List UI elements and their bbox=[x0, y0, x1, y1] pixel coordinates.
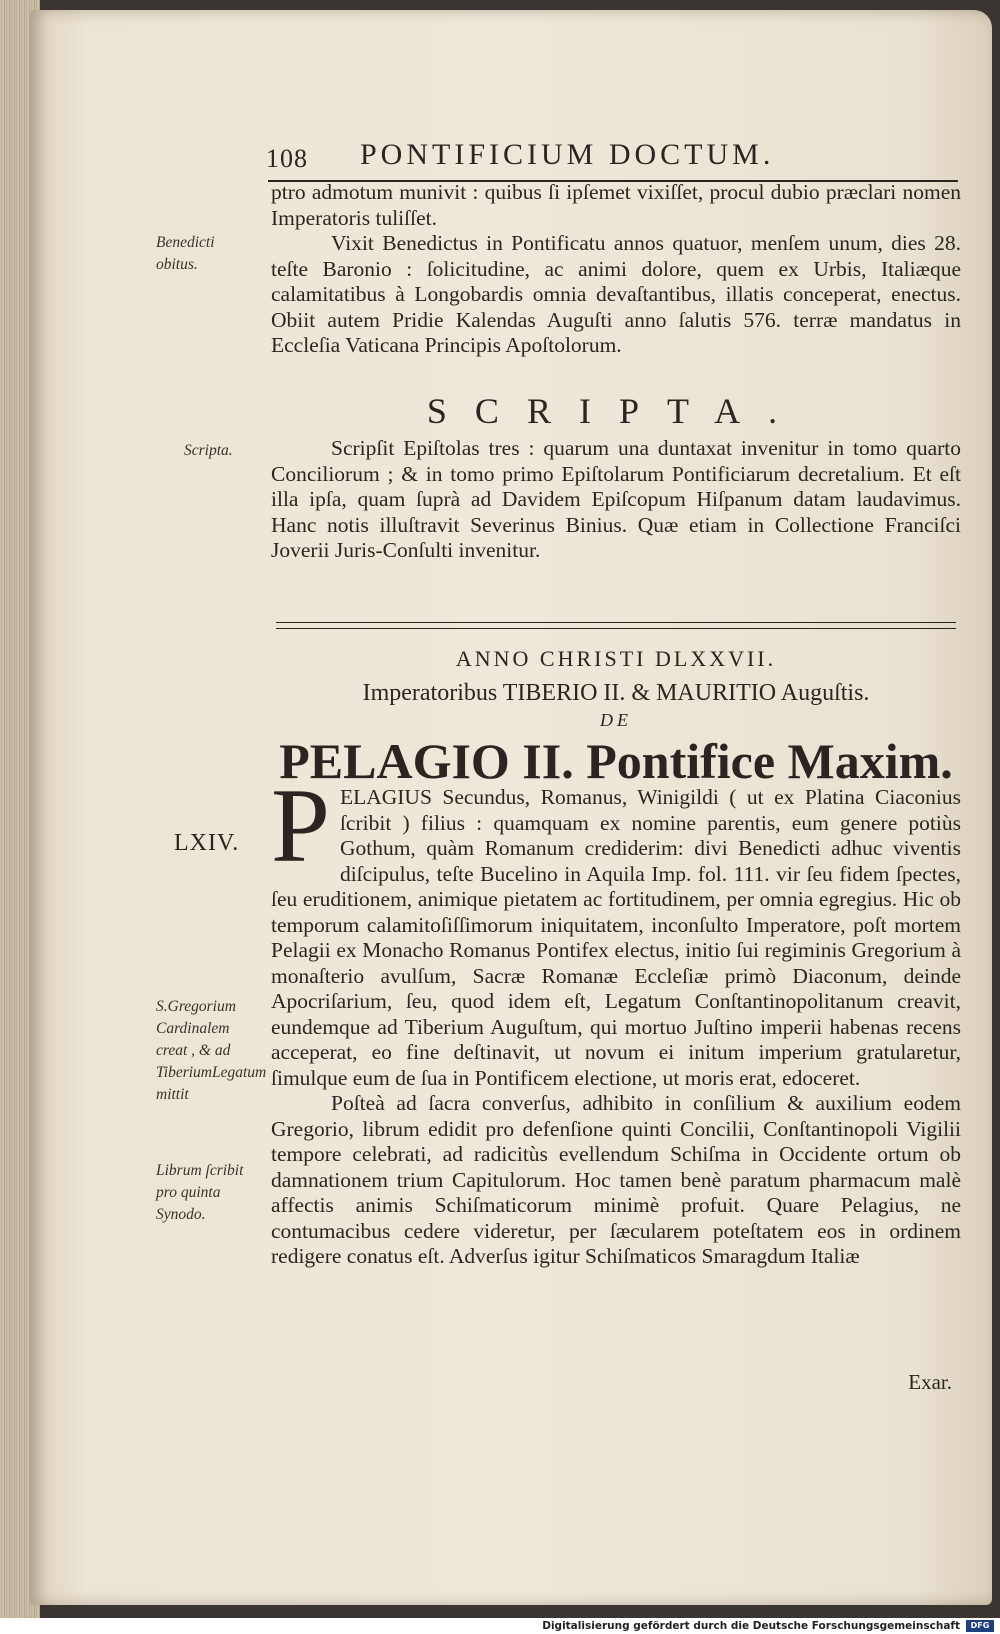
book-page bbox=[30, 10, 992, 1605]
pelagius-text-body: ELAGIUS Secundus, Romanus, Winigildi ( ut ex Platina Ciaconius ſcribit ) filius : quamquam ex nomine parentis, eum genere potiùs Gothum, quàm Romanum crediderim: divi Benedicti adhuc viventis diſcipulus, teſte Bucelino in Aquila Imp. fol. 111. vir ſeu fidem ſpectes, ſeu eruditionem, animique pietatem ac fortitudinem, per omnia egregius. Hic ob temporum calamitoſiſſimorum iniquitatem, inconſulto Imperatore, poſt mortem Pelagii ex Monacho Romanus Pontifex electus, initio ſui regiminis Gregorium à monaſterio avulſum, Sacræ Romanæ Eccleſiæ primò Diaconum, deinde Apocriſarium, ſeu, quod idem eſt, Legatum Conſtantinopolitanum creavit, eundemque ad Tiberium Auguſtum, qui mortuo Juſtino imperii habenas recens acceperat, eo fine deſtinavit, ut novum ei initum imperium gratularetur, ſimulque eum de ſua in Pontificem electione, ut moris erat, edoceret. bbox=[271, 785, 961, 1090]
dfg-logo: DFG bbox=[966, 1620, 994, 1632]
running-title: PONTIFICIUM DOCTUM. bbox=[360, 138, 775, 171]
de-line: DE bbox=[600, 710, 632, 730]
pelagius-paragraph bbox=[271, 767, 961, 1091]
section-divider bbox=[276, 622, 956, 629]
catchword: Exar. bbox=[908, 1370, 952, 1394]
page-number: 108 bbox=[266, 144, 308, 173]
footer-credit: Digitalisierung gefördert durch die Deutsche Forschungsgemeinschaft bbox=[542, 1620, 960, 1632]
emperors-line: Imperatoribus TIBERIO II. & MAURITIO Auguſtis. bbox=[362, 680, 870, 706]
opening-text bbox=[271, 180, 961, 359]
continuation-paragraph: ptro admotum munivit : quibus ſi ipſemet vixiſſet, procul dubio præclari nomen Imperatoris tuliſſet. bbox=[271, 180, 961, 230]
pelagius-text bbox=[271, 767, 961, 1270]
running-head bbox=[266, 138, 956, 178]
scripta-text bbox=[271, 436, 961, 564]
postea-paragraph: Poſteà ad ſacra converſus, adhibito in conſilium & auxilium eodem Gregorio, librum edidit pro defenſione quinti Concilii, Conſtantinopoli Vigilii tempore celebrati, ad radicitùs evellendum Schiſma in Occidente ortum ob damnationem trium Capitulorum. Hoc tamen benè paratum pharmacum malè affectis animis Schiſmaticorum minimè profuit. Quare Pelagius, ne contumacibus cedere videretur, per ſæcularem poteſtatem eos in ordinem redigere conatus eſt. Adverſus igitur Schiſmaticos Smaragdum Italiæ bbox=[271, 1091, 961, 1268]
margin-note-scripta: Scripta. bbox=[184, 442, 233, 459]
benedictus-paragraph: Vixit Benedictus in Pontificatu annos quatuor, menſem unum, dies 28. teſte Baronio : ſolicitudine, ac animi dolore, quem ex Urbis, Italiæque calamitatibus à Longobardis omnia devaſtantibus, illatis conceperat, enectus. Obiit autem Pridie Kalendas Auguſti anno ſalutis 576. terræ mandatus in Eccleſia Vaticana Principis Apoſtolorum. bbox=[271, 231, 961, 357]
chapter-number: LXIV. bbox=[174, 830, 240, 856]
page-content bbox=[30, 10, 992, 1605]
margin-note-librum: Librum ſcribit pro quinta Synodo. bbox=[156, 1162, 244, 1223]
margin-note-gregorius: S.Gregorium Cardinalem creat , & ad TiberiumLegatum mittit bbox=[156, 998, 267, 1103]
main-heading: PELAGIO II. Pontifice Maxim. bbox=[279, 733, 953, 789]
section-title: SCRIPTA. bbox=[426, 391, 806, 431]
margin-note-benedicti-obitus: Benedicti obitus. bbox=[156, 234, 215, 273]
anno-line: ANNO CHRISTI DLXXVII. bbox=[455, 646, 777, 671]
scripta-paragraph: Scripſit Epiſtolas tres : quarum una duntaxat invenitur in tomo quarto Conciliorum ; & in tomo primo Epiſtolarum Pontificiarum decretalium. Et eſt illa ipſa, quam ſuprà ad Davidem Epiſcopum Hiſpanum datam laudavimus. Hanc notis illuſtravit Severinus Binius. Quæ etiam in Collectione Franciſci Joverii Juris-Conſulti invenitur. bbox=[271, 436, 961, 562]
drop-cap: P bbox=[271, 767, 330, 884]
